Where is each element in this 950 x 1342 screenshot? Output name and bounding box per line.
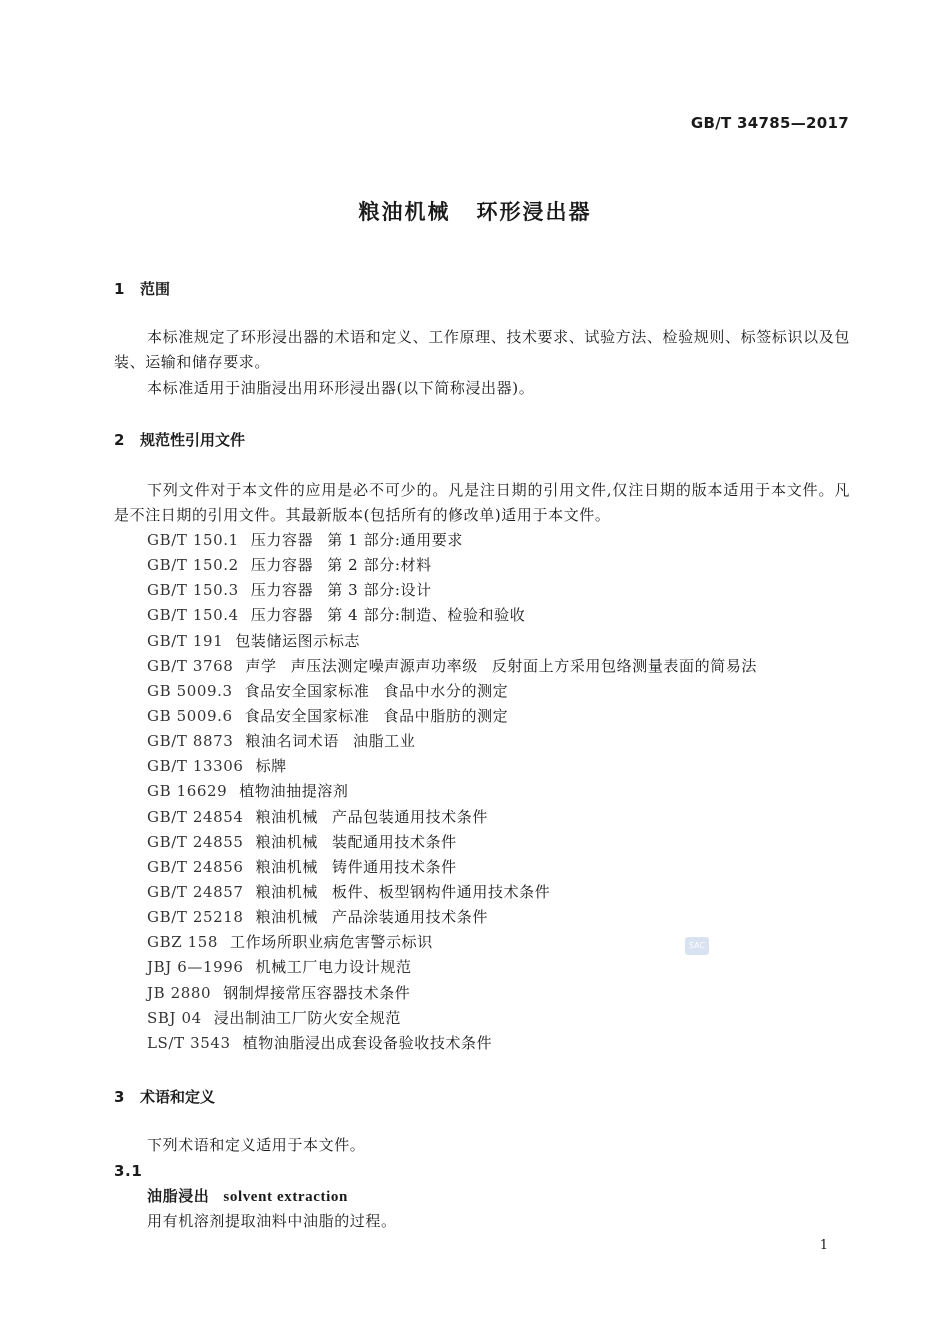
reference-title-part: 第 4 部分:制造、检验和验收 [327, 606, 526, 625]
reference-item [147, 679, 757, 704]
sac-watermark-logo: SAC [685, 937, 709, 955]
reference-code: GB/T 24857 [147, 882, 244, 901]
reference-title [239, 782, 348, 800]
reference-item [147, 981, 757, 1006]
reference-item [147, 528, 757, 553]
reference-code: LS/T 3543 [147, 1033, 231, 1052]
term-english: solvent extraction [223, 1189, 348, 1205]
reference-title-part: 声压法测定噪声源声功率级 [290, 656, 478, 675]
document-title [0, 196, 950, 226]
term-definition: 用有机溶剂提取油料中油脂的过程。 [147, 1212, 397, 1230]
reference-item [147, 930, 757, 955]
reference-title-part: 压力容器 [250, 531, 314, 549]
reference-item [147, 805, 757, 830]
section-number: 3 [114, 1088, 125, 1106]
reference-title [235, 632, 360, 650]
reference-title-part: 压力容器 [250, 581, 314, 600]
reference-item [147, 704, 757, 729]
reference-title-part: 产品涂装通用技术条件 [331, 908, 488, 927]
reference-title [230, 933, 433, 951]
reference-code: SBJ 04 [147, 1008, 202, 1027]
reference-title-part: 第 1 部分:通用要求 [327, 531, 463, 549]
reference-title-part: 包装储运图示标志 [235, 631, 361, 650]
reference-title [243, 1034, 493, 1052]
section-heading-terms-definitions [114, 1086, 215, 1107]
reference-title-part: 食品中水分的测定 [383, 681, 509, 700]
reference-code: GB/T 150.2 [147, 556, 239, 575]
reference-title [256, 908, 488, 926]
section-title: 范围 [140, 280, 171, 298]
reference-title-part: 压力容器 [250, 556, 314, 575]
reference-title-part: 钢制焊接常压容器技术条件 [223, 983, 411, 1002]
reference-title-part: 粮油机械 [255, 857, 318, 876]
reference-code: GB 5009.6 [147, 706, 233, 725]
reference-title-part: 压力容器 [250, 606, 314, 625]
reference-title [223, 984, 410, 1002]
reference-item [147, 955, 757, 980]
reference-item [147, 729, 757, 754]
reference-title [251, 581, 432, 599]
page-number: 1 [819, 1238, 828, 1253]
reference-item [147, 603, 757, 628]
section-number: 2 [114, 431, 125, 449]
reference-item [147, 1006, 757, 1031]
reference-code: GB/T 25218 [147, 908, 244, 927]
reference-title-part: 粮油名词术语 [245, 732, 340, 751]
reference-title-part: 粮油机械 [255, 908, 318, 927]
term-number: 3.1 [114, 1162, 143, 1180]
terms-intro: 下列术语和定义适用于本文件。 [147, 1136, 366, 1154]
reference-item [147, 830, 757, 855]
reference-list [147, 528, 757, 1056]
section-title: 规范性引用文件 [140, 431, 246, 449]
standard-number: GB/T 34785—2017 [690, 114, 849, 132]
reference-title [251, 556, 432, 574]
section-heading-scope [114, 278, 170, 299]
reference-title-part: 第 2 部分:材料 [327, 556, 432, 575]
reference-item [147, 855, 757, 880]
reference-code: GB/T 24854 [147, 807, 244, 826]
reference-title-part: 反射面上方采用包络测量表面的简易法 [491, 656, 758, 675]
reference-title [251, 531, 463, 549]
section-heading-normative-references [114, 429, 245, 450]
reference-title-part: 第 3 部分:设计 [327, 581, 432, 600]
reference-item [147, 779, 757, 804]
section-number: 1 [114, 280, 125, 298]
reference-title-part: 工作场所职业病危害警示标识 [230, 933, 433, 952]
title-part-1: 粮油机械 [358, 200, 451, 224]
reference-code: JBJ 6—1996 [147, 958, 244, 977]
scope-paragraph-2: 本标准适用于油脂浸出用环形浸出器(以下简称浸出器)。 [147, 379, 535, 397]
reference-item [147, 654, 757, 679]
reference-item [147, 553, 757, 578]
reference-item [147, 880, 757, 905]
reference-title [245, 732, 415, 750]
reference-code: GB 5009.3 [147, 681, 233, 700]
reference-title-part: 浸出制油工厂防火安全规范 [213, 1008, 401, 1027]
reference-title [245, 707, 509, 725]
reference-title [256, 757, 287, 775]
reference-title [214, 1009, 401, 1027]
reference-item [147, 578, 757, 603]
reference-code: GB/T 150.4 [147, 606, 239, 625]
reference-title-part: 粮油机械 [255, 807, 318, 826]
reference-item [147, 629, 757, 654]
reference-code: GB/T 191 [147, 631, 224, 650]
reference-code: GB/T 24856 [147, 857, 244, 876]
reference-title-part: 食品安全国家标准 [244, 681, 370, 700]
reference-item [147, 905, 757, 930]
reference-title-part: 食品中脂肪的测定 [383, 706, 509, 725]
reference-title-part: 板件、板型钢构件通用技术条件 [331, 882, 551, 901]
reference-item [147, 1031, 757, 1056]
reference-code: GB/T 13306 [147, 757, 244, 776]
reference-title-part: 粮油机械 [255, 882, 318, 901]
reference-title-part: 标牌 [255, 757, 287, 776]
reference-title [245, 657, 757, 675]
reference-code: JB 2880 [147, 983, 212, 1002]
reference-code: GB/T 8873 [147, 732, 234, 751]
title-part-2: 环形浸出器 [476, 200, 592, 224]
references-intro-paragraph: 下列文件对于本文件的应用是必不可少的。凡是注日期的引用文件,仅注日期的版本适用于本文件。凡是不注日期的引用文件。其最新版本(包括所有的修改单)适用于本文件。 [114, 481, 850, 524]
reference-code: GB/T 150.3 [147, 581, 239, 600]
reference-title-part: 机械工厂电力设计规范 [255, 958, 412, 977]
section-title: 术语和定义 [140, 1088, 216, 1106]
reference-code: GB 16629 [147, 782, 228, 801]
reference-title [256, 958, 412, 976]
reference-code: GB/T 150.1 [147, 531, 239, 549]
reference-title [251, 606, 526, 624]
reference-code: GB/T 24855 [147, 832, 244, 851]
reference-title-part: 食品安全国家标准 [244, 706, 370, 725]
reference-title-part: 产品包装通用技术条件 [331, 807, 488, 826]
reference-item [147, 754, 757, 779]
reference-title-part: 粮油机械 [255, 832, 318, 851]
reference-code: GB/T 3768 [147, 656, 234, 675]
scope-paragraph-1: 本标准规定了环形浸出器的术语和定义、工作原理、技术要求、试验方法、检验规则、标签标识以及包装、运输和储存要求。 [114, 328, 850, 371]
reference-title-part: 声学 [245, 656, 277, 675]
reference-title-part: 植物油抽提溶剂 [239, 782, 349, 801]
reference-title [256, 808, 488, 826]
reference-title [256, 883, 551, 901]
reference-title-part: 装配通用技术条件 [331, 832, 457, 851]
term-chinese: 油脂浸出 [147, 1187, 210, 1205]
reference-code: GBZ 158 [147, 933, 219, 952]
reference-title-part: 植物油脂浸出成套设备验收技术条件 [242, 1033, 493, 1052]
reference-title-part: 油脂工业 [353, 732, 416, 751]
term-entry [147, 1184, 348, 1210]
reference-title [256, 833, 457, 851]
reference-title [245, 682, 509, 700]
reference-title-part: 铸件通用技术条件 [331, 857, 457, 876]
reference-title [256, 858, 457, 876]
